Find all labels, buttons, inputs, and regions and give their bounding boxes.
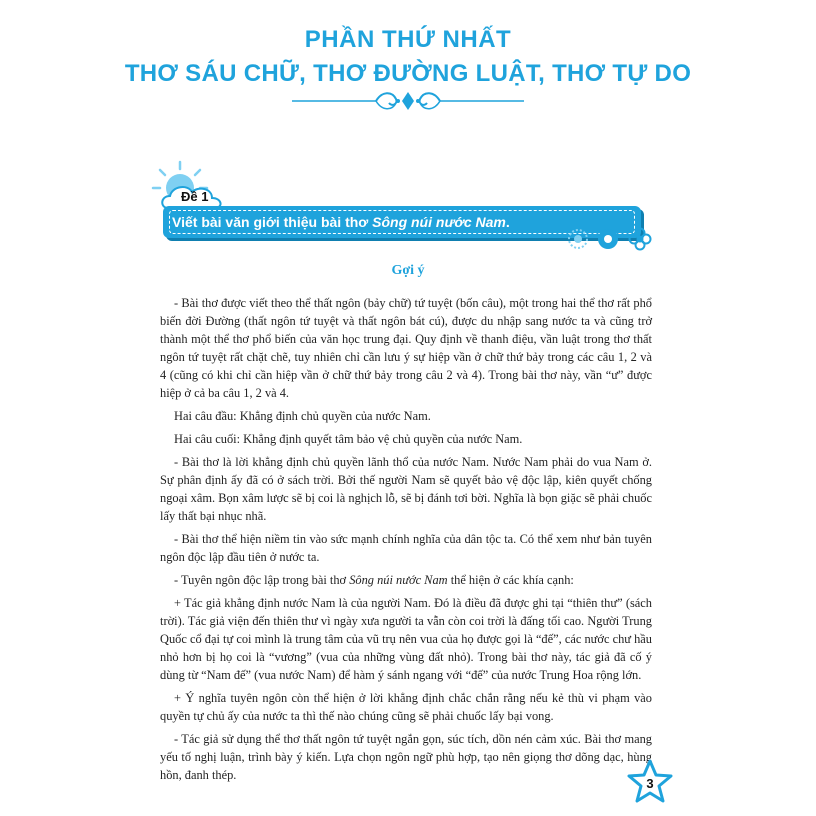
flower-decoration-icon xyxy=(566,227,658,251)
paragraph-text: - Tuyên ngôn độc lập trong bài thơ xyxy=(174,573,350,587)
paragraph: - Bài thơ thể hiện niềm tin vào sức mạnh chính nghĩa của dân tộc ta. Có thể xem như bản tuyên ngôn độc lập đầu tiên ở nước ta. xyxy=(160,532,652,564)
paragraph: Hai câu cuối: Khẳng định quyết tâm bảo vệ chủ quyền của nước Nam. xyxy=(174,432,523,446)
paragraph xyxy=(160,571,652,589)
exercise-label: Đề 1 xyxy=(181,189,209,204)
poem-title: Sông núi nước Nam xyxy=(372,214,506,230)
paragraph: Hai câu đầu: Khẳng định chủ quyền của nước Nam. xyxy=(174,409,431,423)
answer-body xyxy=(160,294,652,789)
part-title: PHẦN THỨ NHẤT xyxy=(304,26,512,53)
hint-heading: Gợi ý xyxy=(391,263,425,278)
paragraph: - Bài thơ là lời khẳng định chủ quyền lãnh thổ của nước Nam. Nước Nam phải do vua Nam ở. Sự phân định ấy đã có ở sách trời. Bởi thế người Nam sẽ quyết bảo vệ độc lập, kiên quyết chống ngoại xâm. Bọn xâm lược sẽ bị coi là nghịch lỗ, sẽ bị đánh tơi bời. Nghĩa là bọn giặc sẽ phải chuốc lấy thất bại nhục nhã. xyxy=(160,455,652,523)
exercise-prompt xyxy=(172,214,632,230)
paragraph: + Tác giả khẳng định nước Nam là của người Nam. Đó là điều đã được ghi tại “thiên thư” (sách trời). Tác giả viện đến thiên thư vì ngày xưa người ta vẫn còn coi trời là đấng tối cao. Người Trung Quốc cổ đại tự coi mình là trung tâm của vũ trụ nên vua của họ được gọi là “đế”, các nước chư hầu nhỏ hơn bị họ coi là “vương” (vua của những vùng đất nhỏ). Trong bài thơ này, tác giả đã cố ý dùng từ “Nam đế” (vua nước Nam) để hàm ý sánh ngang với “đế” của nước Trung Hoa rộng lớn. xyxy=(160,596,652,682)
paragraph: - Bài thơ được viết theo thể thất ngôn (bảy chữ) tứ tuyệt (bốn câu), một trong hai thể thơ rất phổ biến đời Đường (thất ngôn tứ tuyệt và thất ngôn bát cú), được du nhập sang nước ta và cũng trở thành một thể thơ phổ biến của văn học trung đại. Quy định về thanh điệu, vần luật trong thơ thất ngôn tứ tuyệt rất chặt chẽ, tuy nhiên chỉ cần lưu ý sự hiệp vần ở chữ thứ bảy trong các câu 1, 2 và 4 (cũng có khi chỉ cần hiệp vần ở chữ thứ bảy trong câu 2 và 4). Trong bài thơ này, vần “ư” được hiệp ở cả ba câu 1, 2 và 4. xyxy=(160,296,652,400)
paragraph: + Ý nghĩa tuyên ngôn còn thể hiện ở lời khẳng định chắc chắn rằng nếu kẻ thù vi phạm vào quyền tự chủ ấy của nước ta thì thế nào chúng cũng sẽ phải chuốc lấy bại vong. xyxy=(160,691,652,723)
paragraph-text: thể hiện ở các khía cạnh: xyxy=(447,573,574,587)
prompt-text: Viết bài văn giới thiệu bài thơ xyxy=(172,214,373,230)
ornament-divider-icon xyxy=(292,89,524,113)
section-title: THƠ SÁU CHỮ, THƠ ĐƯỜNG LUẬT, THƠ TỰ DO xyxy=(124,60,692,87)
poem-title: Sông núi nước Nam xyxy=(349,573,448,587)
paragraph: - Tác giả sử dụng thể thơ thất ngôn tứ tuyệt ngắn gọn, súc tích, dồn nén cảm xúc. Bài thơ mang yếu tố nghị luận, trình bày ý kiến. Lựa chọn ngôn ngữ phù hợp, tạo nên giọng thơ dõng dạc, hùng hồn, đanh thép. xyxy=(160,732,652,782)
prompt-period: . xyxy=(505,214,510,230)
page-number: 3 xyxy=(646,776,654,791)
